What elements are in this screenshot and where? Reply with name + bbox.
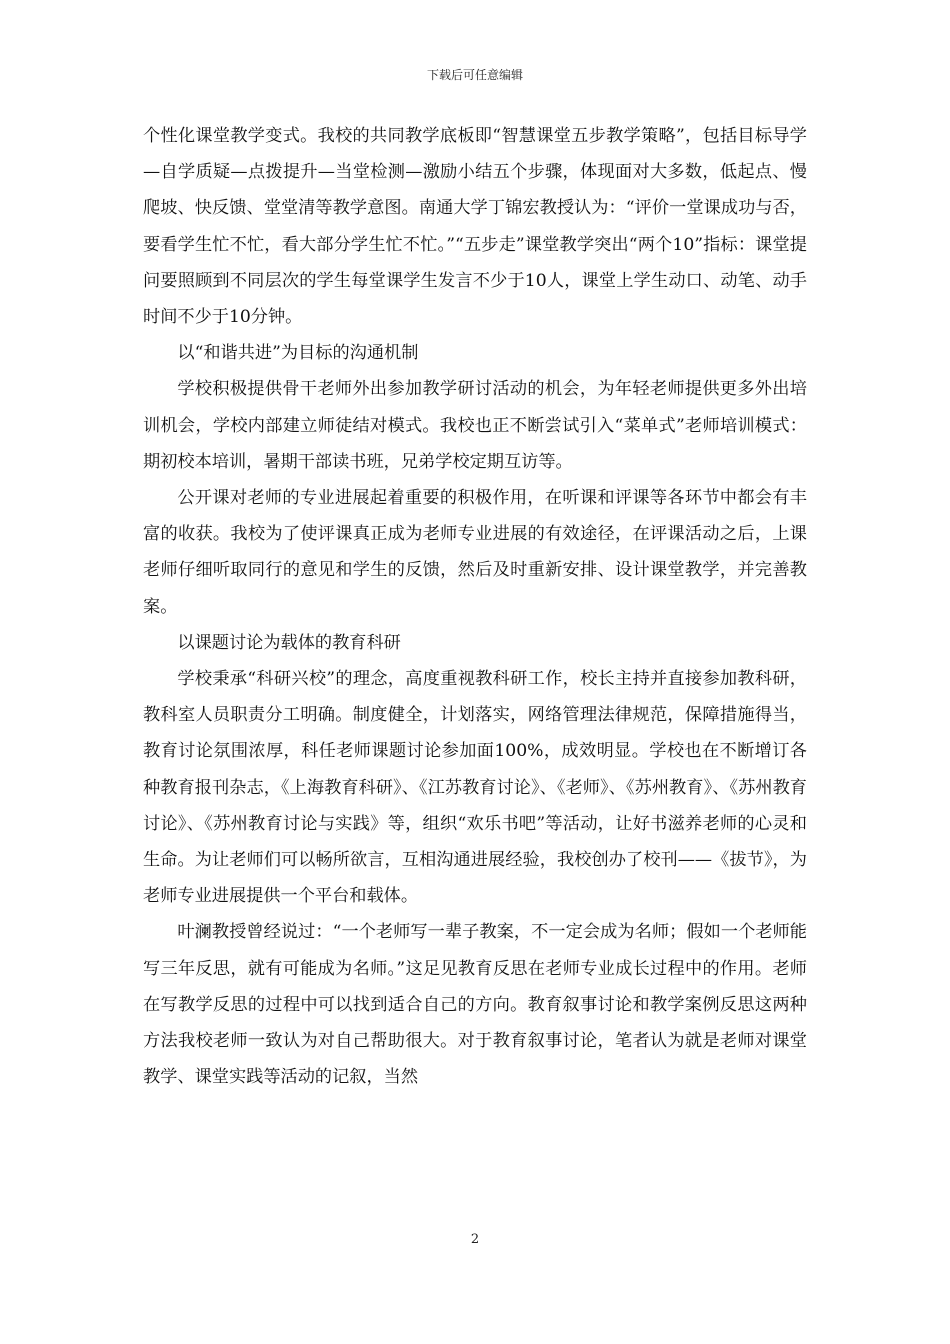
paragraph: 学校秉承“科研兴校”的理念，高度重视教科研工作，校长主持并直接参加教科研，教科室人员职责分工明确。制度健全，计划落实，网络管理法律规范，保障措施得当，教育讨论氛围浓厚，科任老师课题讨论参加面100%，成效明显。学校也在不断增订各种教育报刊杂志，《上海教育科研》、《江苏教育讨论》、《老师》、《苏州教育》、《苏州教育讨论》、《苏州教育讨论与实践》等，组织“欢乐书吧”等活动，让好书滋养老师的心灵和生命。为让老师们可以畅所欲言，互相沟通进展经验，我校创办了校刊——《拔节》，为老师专业进展提供一个平台和载体。	[143, 669, 807, 907]
paragraph: 叶澜教授曾经说过：“一个老师写一辈子教案，不一定会成为名师；假如一个老师能写三年反思，就有可能成为名师。”这足见教育反思在老师专业成长过程中的作用。老师在写教学反思的过程中可以找到适合自己的方向。教育叙事讨论和教学案例反思这两种方法我校老师一致认为对自己帮助很大。对于教育叙事讨论，笔者认为就是老师对课堂教学、课堂实践等活动的记叙，当然	[143, 922, 807, 1088]
page-header: 下载后可任意编辑	[426, 68, 523, 82]
paragraph: 个性化课堂教学变式。我校的共同教学底板即“智慧课堂五步教学策略”，包括目标导学—自学质疑—点拨提升—当堂检测—激励小结五个步骤，体现面对大多数，低起点、慢爬坡、快反馈、堂堂清等教学意图。南通大学丁锦宏教授认为：“评价一堂课成功与否，要看学生忙不忙，看大部分学生忙不忙。”“五步走”课堂教学突出“两个10”指标：课堂提问要照顾到不同层次的学生每堂课学生发言不少于10人，课堂上学生动口、动笔、动手时间不少于10分钟。	[143, 126, 807, 328]
section-heading: 以“和谐共进”为目标的沟通机制	[177, 343, 419, 364]
paragraph: 公开课对老师的专业进展起着重要的积极作用，在听课和评课等各环节中都会有丰富的收获。我校为了使评课真正成为老师专业进展的有效途径，在评课活动之后，上课老师仔细听取同行的意见和学生的反馈，然后及时重新安排、设计课堂教学，并完善教案。	[143, 488, 807, 617]
document-body	[143, 118, 807, 1095]
section-heading: 以课题讨论为载体的教育科研	[177, 632, 401, 653]
page-number: 2	[470, 1232, 480, 1247]
paragraph: 学校积极提供骨干老师外出参加教学研讨活动的机会，为年轻老师提供更多外出培训机会，学校内部建立师徒结对模式。我校也正不断尝试引入“菜单式”老师培训模式：期初校本培训，暑期干部读书班，兄弟学校定期互访等。	[143, 379, 807, 472]
